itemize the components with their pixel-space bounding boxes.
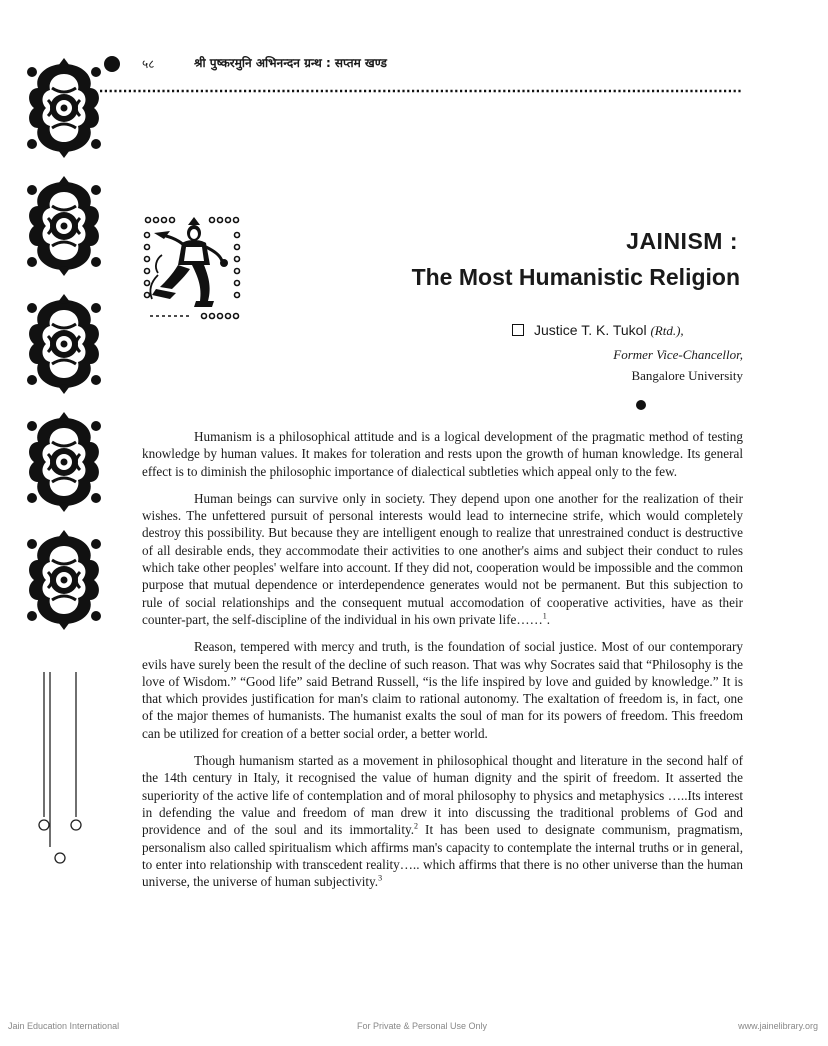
paragraph: Reason, tempered with mercy and truth, is the foundation of social justice. Most of our contemporary evils have surely been the result of the decline of such reason. That was why Socrates said that “Philosophy is the love of Wisdom.” “Good life” said Betrand Russell, “is the life inspired by love and guided by knowledge.” It is that which provides justification for man's claim to rational autonomy. The exaltation of freedom is, in fact, one of the major themes of humanists. The humanist exalts the soul of man for its powers of freedom. This freedom can be utilized for creation of a better social order, a better world. [142, 639, 743, 741]
author-affiliation-role: Former Vice-Chancellor, [613, 347, 743, 362]
emblem-figure-illustration [142, 215, 242, 321]
header-title: श्री पुष्करमुनि अभिनन्दन ग्रन्थ : सप्तम खण्ड [194, 56, 387, 70]
paragraph: Though humanism started as a movement in philosophical thought and literature in the second half of the 14th century in Italy, it recognised the value of human dignity and the spirit of freedom. It asserted the superiority of the active life of contemplation and of moral philosophy to physics and metaphysics …..Its interest in defending the value and freedom of man drew it into discussing the traditional problems of God and providence and of the soul and its immortality.$^2$ It has been used to designate communism, pragmatism, personalism also called spiritualism which affirms man's capacity to contemplate the internal truths or in general, to enter into relationship with transcedent reality….. which affirms that there is no other universe than the human universe, the universe of human subjectivity.$^3$ [142, 753, 743, 890]
footer-website-link[interactable]: www.jainelibrary.org [738, 1021, 818, 1031]
running-header [100, 52, 800, 76]
decorative-sticks [30, 672, 90, 872]
ornamental-border [24, 58, 104, 668]
footnote-ref: 3 [378, 873, 383, 883]
author-name: Justice T. K. Tukol [534, 322, 647, 338]
footer-usage-note: For Private & Personal Use Only [357, 1021, 488, 1031]
author-affiliation-institution: Bangalore University [631, 368, 743, 383]
page-number: ५८ [142, 57, 155, 71]
article-title-line1: JAINISM : [626, 228, 738, 254]
paragraph: Human beings can survive only in society. They depend upon one another for the realization of their wishes. The unfettered pursuit of personal interests would lead to internecine strife, which would completely destroy this possibility. But because they are intelligent enough to realize that unrestrained conduct is destructive of all desirable ends, they accommodate their activities to one another's aims and subject their conduct to rules which take other peoples' welfare into account. If they did not, cooperation would be impossible and the common purpose that mutual dependence or interdependence generates would not be permanent. But this subjection to rule of social relationships and the consequent mutual accomodation of cooperative activities, have as their counter-part, the self-discipline of the individual in his own private life……$^1$. [142, 490, 743, 627]
footer-publisher: Jain Education International [8, 1021, 120, 1031]
author-suffix: (Rtd.), [650, 323, 684, 338]
author-line [512, 322, 752, 339]
header-dotted-rule [100, 88, 742, 94]
article-body [142, 428, 743, 900]
paragraph: Humanism is a philosophical attitude and is a logical development of the pragmatic method of testing knowledge by human values. It makes for toleration and rests upon the growth of human knowledge. Its general effect is to diminish the philosophic importance of dialectical subtleties which appeal only to the few. [142, 429, 743, 479]
checkbox-square-icon [512, 324, 524, 336]
header-bullet [104, 56, 120, 72]
footnote-ref: 1 [542, 611, 547, 621]
section-divider-dot [636, 400, 646, 410]
article-title-line2: The Most Humanistic Religion [411, 264, 740, 290]
footnote-ref: 2 [414, 821, 419, 831]
